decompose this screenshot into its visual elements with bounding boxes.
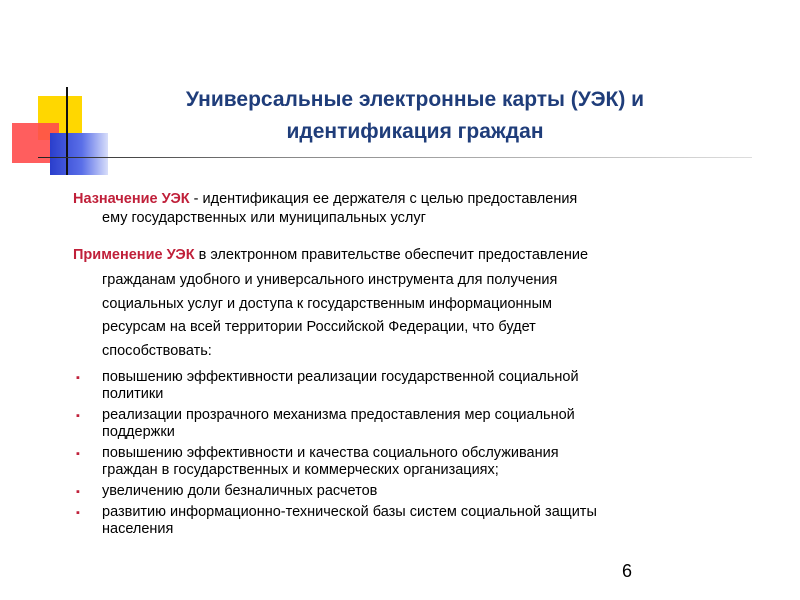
list-item: ▪ развитию информационно-технической базы систем социальной защиты населения [76,504,597,537]
application-line-2: гражданам удобного и универсального инструмента для получения [102,272,558,288]
title-line-1: Универсальные электронные карты (УЭК) и [185,88,645,111]
purpose-text-cont: ему государственных или муниципальных услуг [102,210,426,226]
purpose-text: - идентификация ее держателя с целью предоставления [189,191,578,207]
benefits-list [73,369,733,538]
bullet-icon: ▪ [76,372,80,384]
application-line-1: в электронном правительстве обеспечит предоставление [194,247,589,263]
list-item: ▪ повышению эффективности реализации государственной социальной политики [76,369,579,402]
application-highlight: Применение УЭК [73,247,195,263]
purpose-paragraph [73,190,733,228]
slide-title [90,84,740,148]
list-item: ▪ повышению эффективности и качества социального обслуживания граждан в государственных и коммерческих организациях; [76,445,559,478]
list-item: ▪ увеличению доли безналичных расчетов [76,483,378,499]
bullet-icon: ▪ [76,448,80,460]
title-underline [38,157,752,158]
purpose-highlight: Назначение УЭК [73,191,190,207]
list-item: ▪ реализации прозрачного механизма предоставления мер социальной поддержки [76,407,575,440]
bullet-icon: ▪ [76,486,80,498]
application-paragraph [73,246,733,363]
application-line-3: социальных услуг и доступа к государственным информационным [102,295,552,312]
application-line-5: способствовать: [102,342,212,359]
application-line-4: ресурсам на всей территории Российской Федерации, что будет [102,319,536,335]
bullet-icon: ▪ [76,410,80,422]
title-line-2: идентификация граждан [286,120,544,143]
bullet-icon: ▪ [76,507,80,519]
page-number: 6 [622,561,633,581]
vertical-rule [66,87,68,175]
slide-body [73,190,733,542]
